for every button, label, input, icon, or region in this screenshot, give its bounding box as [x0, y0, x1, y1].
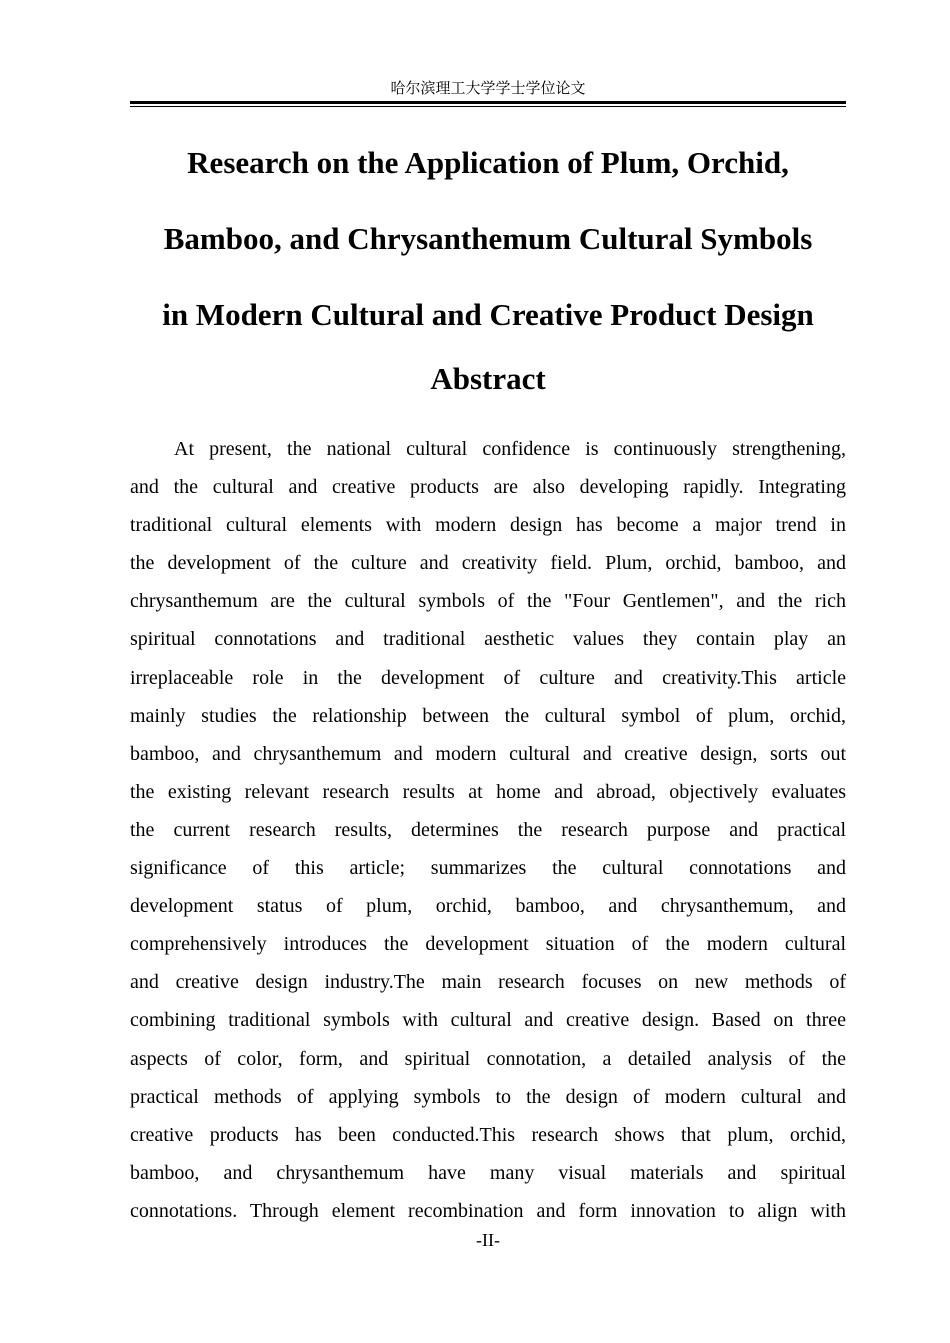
abstract-line: At present, the national cultural confidence is continuously strengthening, — [174, 438, 846, 460]
title-line: in Modern Cultural and Creative Product Design — [162, 297, 814, 332]
abstract-line: connotations. Through element recombination and form innovation to align with — [130, 1199, 846, 1222]
abstract-line: significance of this article; summarizes the cultural connotations and — [130, 857, 846, 880]
abstract-line: traditional cultural elements with modern design has become a major trend in — [130, 514, 846, 537]
abstract-line: mainly studies the relationship between the cultural symbol of plum, orchid, — [130, 704, 846, 727]
abstract-line: and creative design industry.The main research focuses on new methods of — [130, 971, 846, 994]
abstract-line: spiritual connotations and traditional aesthetic values they contain play an — [130, 628, 846, 651]
abstract-line: practical methods of applying symbols to the design of modern cultural and — [130, 1085, 846, 1108]
abstract-line: development status of plum, orchid, bamboo, and chrysanthemum, and — [130, 895, 846, 918]
title-line: Research on the Application of Plum, Orchid, — [187, 145, 789, 180]
abstract-line: combining traditional symbols with cultural and creative design. Based on three — [130, 1009, 846, 1032]
running-header: 哈尔滨理工大学学士学位论文 — [390, 79, 586, 97]
header-rule-thick — [130, 101, 846, 104]
abstract-line: and the cultural and creative products are also developing rapidly. Integrating — [130, 476, 846, 499]
page-number: -II- — [476, 1230, 500, 1250]
abstract-line: irreplaceable role in the development of culture and creativity.This article — [130, 666, 846, 689]
abstract-line: the current research results, determines the research purpose and practical — [130, 818, 846, 841]
thesis-title — [118, 125, 858, 353]
abstract-line: aspects of color, form, and spiritual connotation, a detailed analysis of the — [130, 1047, 846, 1070]
abstract-line: bamboo, and chrysanthemum have many visual materials and spiritual — [130, 1161, 846, 1184]
abstract-heading: Abstract — [430, 361, 546, 396]
title-line: Bamboo, and Chrysanthemum Cultural Symbols — [163, 221, 813, 256]
abstract-line: creative products has been conducted.This research shows that plum, orchid, — [130, 1123, 846, 1146]
abstract-line: comprehensively introduces the development situation of the modern cultural — [130, 933, 846, 956]
abstract-line: bamboo, and chrysanthemum and modern cultural and creative design, sorts out — [130, 742, 846, 765]
abstract-line: the existing relevant research results at home and abroad, objectively evaluates — [130, 780, 846, 803]
abstract-line: the development of the culture and creativity field. Plum, orchid, bamboo, and — [130, 552, 846, 575]
header-rule-thin — [130, 106, 846, 107]
abstract-line: chrysanthemum are the cultural symbols of the "Four Gentlemen", and the rich — [130, 590, 846, 613]
abstract-body — [130, 430, 846, 1230]
